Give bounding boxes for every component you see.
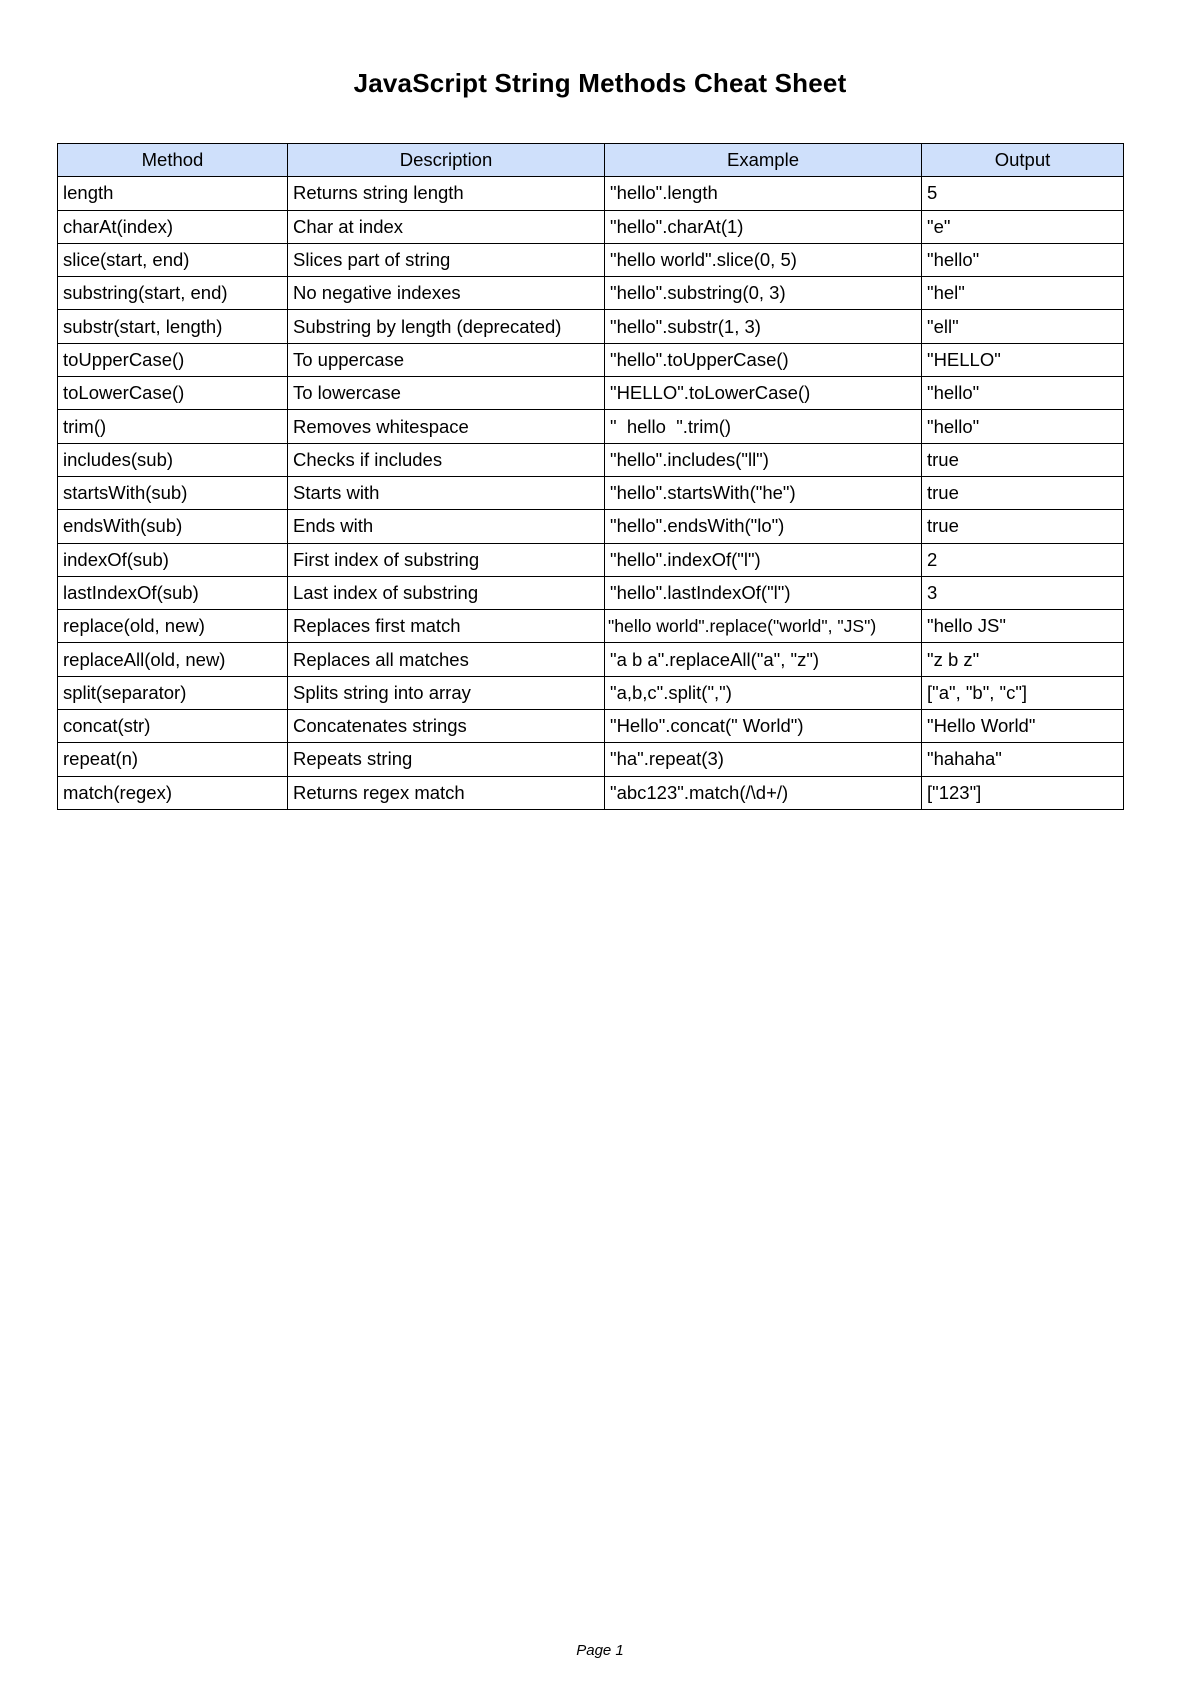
cell-example: "a b a".replaceAll("a", "z") xyxy=(605,643,922,676)
methods-table xyxy=(57,143,1124,810)
cell-description: To lowercase xyxy=(288,377,605,410)
cell-description: First index of substring xyxy=(288,543,605,576)
cell-method: substr(start, length) xyxy=(58,310,288,343)
cell-description: Char at index xyxy=(288,210,605,243)
table-row xyxy=(58,510,1124,543)
table-row xyxy=(58,443,1124,476)
cell-example: "hello".lastIndexOf("l") xyxy=(605,576,922,609)
cell-method: match(regex) xyxy=(58,776,288,809)
table-row xyxy=(58,243,1124,276)
cell-example: " hello ".trim() xyxy=(605,410,922,443)
table-row xyxy=(58,377,1124,410)
header-method: Method xyxy=(58,144,288,177)
cell-description: Starts with xyxy=(288,476,605,509)
cell-method: length xyxy=(58,177,288,210)
cell-output: 5 xyxy=(922,177,1124,210)
cell-method: indexOf(sub) xyxy=(58,543,288,576)
cell-output: "ell" xyxy=(922,310,1124,343)
cell-description: Replaces all matches xyxy=(288,643,605,676)
cell-output: "HELLO" xyxy=(922,343,1124,376)
cell-output: "Hello World" xyxy=(922,710,1124,743)
cell-example: "hello".includes("ll") xyxy=(605,443,922,476)
cell-example: "ha".repeat(3) xyxy=(605,743,922,776)
cell-output: true xyxy=(922,443,1124,476)
cell-description: Returns regex match xyxy=(288,776,605,809)
cell-output: 3 xyxy=(922,576,1124,609)
cell-method: charAt(index) xyxy=(58,210,288,243)
cell-method: slice(start, end) xyxy=(58,243,288,276)
table-row xyxy=(58,776,1124,809)
header-description: Description xyxy=(288,144,605,177)
cell-output: "e" xyxy=(922,210,1124,243)
table-row xyxy=(58,210,1124,243)
cell-example: "hello world".slice(0, 5) xyxy=(605,243,922,276)
cell-output: true xyxy=(922,476,1124,509)
cell-example: "hello world".replace("world", "JS") xyxy=(605,610,922,643)
cell-output: "hahaha" xyxy=(922,743,1124,776)
cell-description: No negative indexes xyxy=(288,277,605,310)
cell-method: lastIndexOf(sub) xyxy=(58,576,288,609)
cell-example: "Hello".concat(" World") xyxy=(605,710,922,743)
table-row xyxy=(58,277,1124,310)
cell-output: true xyxy=(922,510,1124,543)
cell-method: repeat(n) xyxy=(58,743,288,776)
cell-output: "hello" xyxy=(922,377,1124,410)
cell-example: "hello".indexOf("l") xyxy=(605,543,922,576)
cell-method: toLowerCase() xyxy=(58,377,288,410)
cell-output: "z b z" xyxy=(922,643,1124,676)
cell-example: "hello".substring(0, 3) xyxy=(605,277,922,310)
cell-example: "hello".startsWith("he") xyxy=(605,476,922,509)
cell-method: split(separator) xyxy=(58,676,288,709)
cell-description: Checks if includes xyxy=(288,443,605,476)
cell-description: Slices part of string xyxy=(288,243,605,276)
cell-description: Returns string length xyxy=(288,177,605,210)
cell-output: ["123"] xyxy=(922,776,1124,809)
table-row xyxy=(58,743,1124,776)
cell-example: "HELLO".toLowerCase() xyxy=(605,377,922,410)
page-title: JavaScript String Methods Cheat Sheet xyxy=(353,68,847,98)
cell-example: "hello".endsWith("lo") xyxy=(605,510,922,543)
cell-method: toUpperCase() xyxy=(58,343,288,376)
cell-description: Ends with xyxy=(288,510,605,543)
cell-method: startsWith(sub) xyxy=(58,476,288,509)
cell-output: "hello" xyxy=(922,410,1124,443)
table-header-row xyxy=(58,144,1124,177)
table-row xyxy=(58,676,1124,709)
table-row xyxy=(58,710,1124,743)
table-row xyxy=(58,310,1124,343)
cell-output: 2 xyxy=(922,543,1124,576)
table-row xyxy=(58,543,1124,576)
cell-description: Substring by length (deprecated) xyxy=(288,310,605,343)
cell-method: includes(sub) xyxy=(58,443,288,476)
cell-output: "hello JS" xyxy=(922,610,1124,643)
cell-description: To uppercase xyxy=(288,343,605,376)
cell-example: "a,b,c".split(",") xyxy=(605,676,922,709)
cell-example: "hello".length xyxy=(605,177,922,210)
table-row xyxy=(58,476,1124,509)
cell-example: "hello".toUpperCase() xyxy=(605,343,922,376)
cell-description: Concatenates strings xyxy=(288,710,605,743)
cell-description: Replaces first match xyxy=(288,610,605,643)
table-row xyxy=(58,177,1124,210)
cell-example: "abc123".match(/\d+/) xyxy=(605,776,922,809)
page-number: Page 1 xyxy=(576,1642,624,1659)
cell-example: "hello".substr(1, 3) xyxy=(605,310,922,343)
table-row xyxy=(58,610,1124,643)
cell-method: replaceAll(old, new) xyxy=(58,643,288,676)
cell-example: "hello".charAt(1) xyxy=(605,210,922,243)
cell-output: ["a", "b", "c"] xyxy=(922,676,1124,709)
table-row xyxy=(58,410,1124,443)
cell-description: Repeats string xyxy=(288,743,605,776)
cell-output: "hello" xyxy=(922,243,1124,276)
table-row xyxy=(58,643,1124,676)
cell-method: endsWith(sub) xyxy=(58,510,288,543)
cell-description: Splits string into array xyxy=(288,676,605,709)
header-example: Example xyxy=(605,144,922,177)
header-output: Output xyxy=(922,144,1124,177)
cell-method: concat(str) xyxy=(58,710,288,743)
cell-method: substring(start, end) xyxy=(58,277,288,310)
cell-description: Removes whitespace xyxy=(288,410,605,443)
cell-method: replace(old, new) xyxy=(58,610,288,643)
table-row xyxy=(58,343,1124,376)
cell-method: trim() xyxy=(58,410,288,443)
table-row xyxy=(58,576,1124,609)
cell-output: "hel" xyxy=(922,277,1124,310)
cell-description: Last index of substring xyxy=(288,576,605,609)
